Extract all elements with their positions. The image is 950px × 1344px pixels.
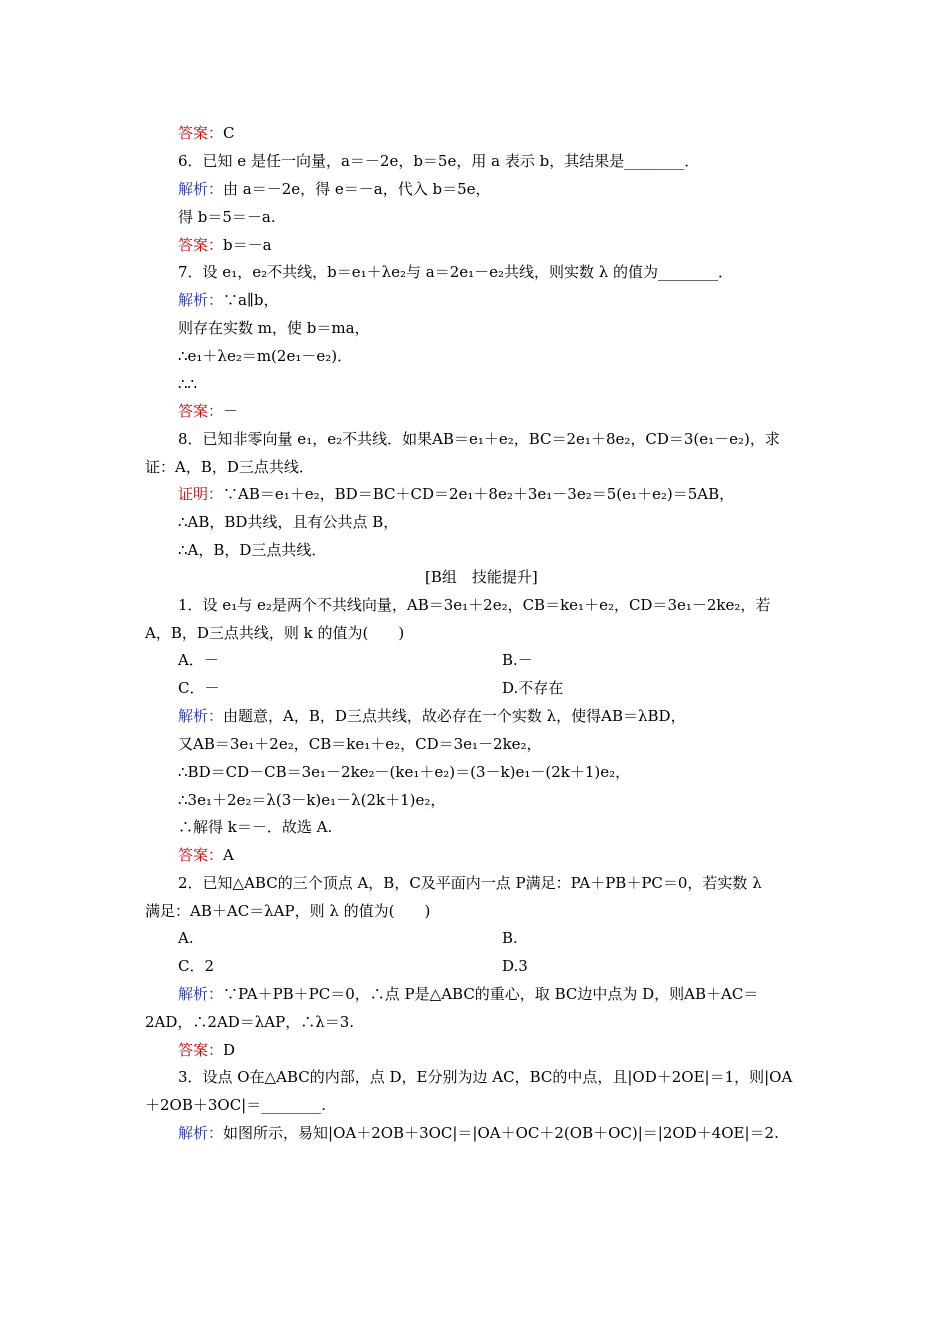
- line-text: 满足：AB＋AC＝λAP，则 λ 的值为( ): [145, 902, 431, 920]
- line-text: －: [223, 402, 239, 420]
- line-text: C．2: [178, 957, 215, 975]
- line-text: ＋2OB＋3OC|＝________.: [145, 1096, 327, 1114]
- text-line: [145, 623, 404, 643]
- text-line: [178, 790, 445, 810]
- line-tag: 证明：: [178, 485, 224, 503]
- text-line: [178, 873, 762, 893]
- text-line: [178, 401, 238, 421]
- line-text: 3．设点 O在△ABC的内部，点 D，E分别为边 AC，BC的中点，且|OD＋2OE|＝1，则|OA: [178, 1068, 793, 1086]
- text-line: [178, 762, 630, 782]
- line-tag: 解析：: [178, 291, 224, 309]
- line-tag: 答案：: [178, 124, 224, 142]
- text-line: [145, 901, 430, 921]
- line-tag: 答案：: [178, 236, 224, 254]
- line-text: A．－: [178, 651, 219, 669]
- text-line: [178, 318, 370, 338]
- line-tag: 解析：: [178, 985, 224, 1003]
- option-q2-d: D.3: [502, 957, 528, 975]
- text-line: [178, 179, 491, 199]
- line-text: [B组 技能提升]: [425, 568, 538, 586]
- option-q1-b: B.－: [502, 651, 533, 669]
- text-line: [178, 956, 214, 976]
- line-text: C: [223, 124, 235, 142]
- line-text: 1．设 e₁与 e₂是两个不共线向量，AB＝3e₁＋2e₂，CB＝ke₁＋e₂，CD＝3e₁－2ke₂，若: [178, 596, 771, 614]
- text-line: [178, 595, 770, 615]
- text-line: [178, 817, 332, 837]
- line-text: ∴∴: [178, 375, 198, 393]
- text-line: [178, 235, 272, 255]
- line-text: ∴e₁＋λe₂＝m(2e₁－e₂)．: [178, 347, 353, 365]
- line-text: ∴解得 k＝－．故选 A.: [178, 818, 333, 836]
- line-text: 2．已知△ABC的三个顶点 A，B，C及平面内一点 P满足：PA＋PB＋PC＝0，若实数 λ: [178, 874, 762, 892]
- line-tag: 答案：: [178, 846, 224, 864]
- line-text: A，B，D三点共线，则 k 的值为( ): [145, 624, 405, 642]
- text-line: [178, 290, 279, 310]
- line-text: 得 b＝5＝－a.: [178, 208, 276, 226]
- text-line: [178, 262, 733, 282]
- line-tag: 解析：: [178, 707, 224, 725]
- text-line: [178, 734, 542, 754]
- line-text: ∵AB＝e₁＋e₂，BD＝BC＋CD＝2e₁＋8e₂＋3e₁－3e₂＝5(e₁＋e₂)＝5AB，: [223, 485, 735, 503]
- text-line: [178, 512, 398, 532]
- line-text: A: [223, 846, 234, 864]
- line-text: 8．已知非零向量 e₁，e₂不共线．如果AB＝e₁＋e₂，BC＝2e₁＋8e₂，CD＝3(e₁－e₂)，求: [178, 430, 780, 448]
- line-tag: 解析：: [178, 1124, 224, 1142]
- line-text: 由题意，A，B，D三点共线，故必存在一个实数 λ，使得AB＝λBD，: [223, 707, 686, 725]
- line-text: 又AB＝3e₁＋2e₂，CB＝ke₁＋e₂，CD＝3e₁－2ke₂，: [178, 735, 542, 753]
- text-line: [178, 207, 276, 227]
- option-q1-d: D.不存在: [502, 679, 564, 697]
- line-text: D: [223, 1041, 236, 1059]
- line-text: ∴A，B，D三点共线．: [178, 541, 327, 559]
- line-text: 如图所示，易知|OA＋2OB＋3OC|＝|OA＋OC＋2(OB＋OC)|＝|2OD＋4OE|＝2.: [223, 1124, 779, 1142]
- line-text: C．－: [178, 679, 220, 697]
- line-text: ∴3e₁＋2e₂＝λ(3－k)e₁－λ(2k＋1)e₂，: [178, 791, 446, 809]
- text-line: [178, 484, 734, 504]
- text-line: [178, 1040, 235, 1060]
- line-text: 2AD，∴2AD＝λAP，∴λ＝3.: [145, 1013, 355, 1031]
- line-tag: 解析：: [178, 180, 224, 198]
- text-line: [178, 346, 352, 366]
- line-text: ∴BD＝CD－CB＝3e₁－2ke₂－(ke₁＋e₂)＝(3－k)e₁－(2k＋1)e₂，: [178, 763, 631, 781]
- text-line: [425, 567, 538, 587]
- text-line: [178, 845, 234, 865]
- text-line: [178, 928, 194, 948]
- line-text: 6．已知 e 是任一向量，a＝－2e，b＝5e，用 a 表示 b，其结果是________．: [178, 152, 700, 170]
- text-line: [178, 678, 219, 698]
- line-text: 则存在实数 m，使 b＝ma，: [178, 319, 370, 337]
- text-line: [178, 429, 780, 449]
- line-text: A.: [178, 929, 194, 947]
- text-line: [178, 984, 758, 1004]
- text-line: [178, 123, 235, 143]
- text-line: [178, 650, 219, 670]
- text-line: [178, 1067, 792, 1087]
- text-line: [178, 1123, 779, 1143]
- line-text: 证：A，B，D三点共线．: [145, 458, 314, 476]
- line-text: b＝－a: [223, 236, 272, 254]
- text-line: [178, 374, 197, 394]
- line-text: ∵PA＋PB＋PC＝0，∴点 P是△ABC的重心，取 BC边中点为 D，则AB＋AC＝: [223, 985, 759, 1003]
- text-line: [178, 540, 326, 560]
- text-line: [178, 706, 686, 726]
- text-line: [145, 1095, 326, 1115]
- line-text: ∴AB，BD共线，且有公共点 B，: [178, 513, 399, 531]
- line-tag: 答案：: [178, 402, 224, 420]
- option-q2-b: B.: [502, 929, 518, 947]
- line-text: 由 a＝－2e，得 e＝－a，代入 b＝5e，: [223, 180, 491, 198]
- text-line: [178, 151, 699, 171]
- line-tag: 答案：: [178, 1041, 224, 1059]
- text-line: [145, 457, 314, 477]
- text-line: [145, 1012, 354, 1032]
- line-text: 7．设 e₁，e₂不共线，b＝e₁＋λe₂与 a＝2e₁－e₂共线，则实数 λ 的值为________．: [178, 263, 734, 281]
- line-text: ∵a∥b，: [223, 291, 279, 309]
